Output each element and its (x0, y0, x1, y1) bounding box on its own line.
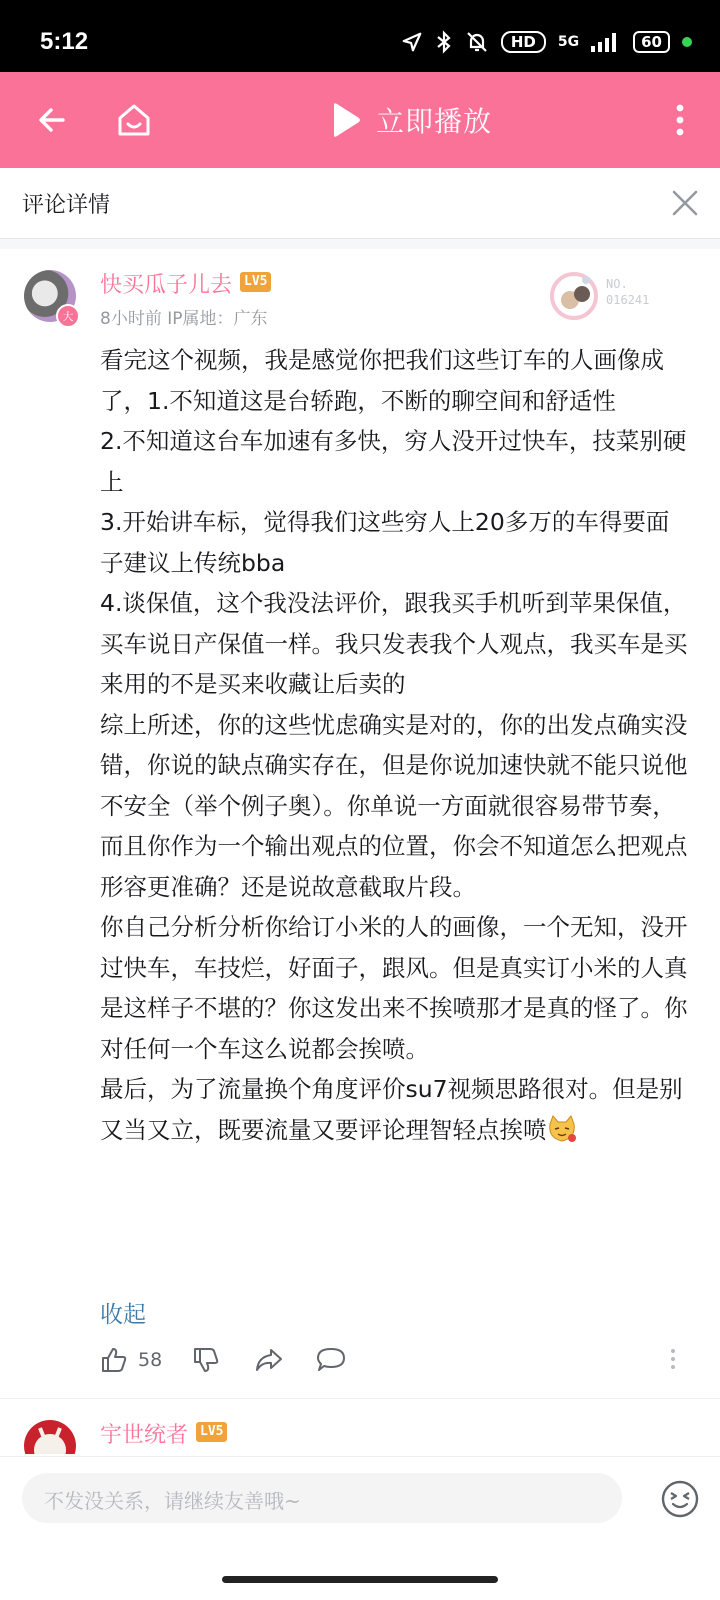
comment-more-button[interactable] (670, 1348, 676, 1374)
more-vertical-icon (670, 1348, 676, 1370)
comment-bubble-icon (316, 1346, 346, 1374)
comment-input-bar (0, 1456, 720, 1539)
comment-input[interactable] (22, 1473, 622, 1523)
status-time: 5:12 (40, 28, 89, 55)
comment-paragraph: 你自己分析分析你给订小米的人的画像，一个无知，没开过快车，车技烂，好面子，跟风。但是真实订小米的人真是这样子不堪的？你这发出来不挨喷那才是真的怪了。你对任何一个车这么说都会挨喷。 (100, 913, 688, 1063)
level-badge: LV5 (240, 272, 271, 292)
close-button[interactable] (664, 182, 706, 224)
level-badge: LV5 (196, 1422, 227, 1442)
fan-number-label: NO. (606, 277, 628, 291)
top-bar (0, 72, 720, 168)
network-label: 5G (557, 34, 580, 50)
comment-content (100, 340, 690, 1150)
play-now-button[interactable] (330, 96, 492, 144)
cat-emoji-icon (547, 1114, 577, 1144)
reply-button[interactable] (316, 1346, 346, 1374)
comment-input-placeholder: 不发没关系，请继续友善哦~ (44, 1489, 301, 1513)
privacy-dot (682, 37, 692, 47)
fan-number-value: 016241 (606, 293, 650, 307)
dislike-button[interactable] (192, 1346, 220, 1374)
share-icon (254, 1346, 284, 1374)
collapse-link[interactable]: 收起 (100, 1302, 146, 1328)
hd-badge: HD (501, 31, 546, 53)
divider (0, 239, 720, 249)
thumb-up-icon (100, 1346, 128, 1374)
comment-paragraph: 看完这个视频，我是感觉你把我们这些订车的人画像成了，1.不知道这是台轿跑，不断的聊空间和舒适性 (100, 346, 664, 415)
detail-title: 评论详情 (22, 193, 111, 218)
comment-paragraph: 4.谈保值，这个我没法评价，跟我买手机听到苹果保值，买车说日产保值一样。我只发表我个人观点，我买车是买来用的不是买来收藏让后卖的 (100, 589, 688, 698)
avatar-badge: 大 (56, 304, 80, 328)
comment-paragraph: 3.开始讲车标，觉得我们这些穷人上20多万的车得要面子建议上传统bba (100, 508, 670, 577)
comment-username[interactable]: 快买瓜子儿去 (100, 273, 233, 298)
status-bar (0, 0, 720, 72)
status-icons (401, 30, 692, 54)
close-icon (672, 190, 698, 216)
like-button[interactable] (100, 1346, 162, 1374)
more-vertical-icon (675, 103, 685, 137)
signal-icon (591, 32, 621, 52)
divider (0, 1398, 720, 1399)
reply-username[interactable]: 宇世统者 (100, 1423, 189, 1448)
play-now-label: 立即播放 (376, 105, 493, 138)
comment-paragraph-text: 最后，为了流量换个角度评价su7视频思路很对。但是别又当又立，既要流量又要评论理智轻点挨喷 (100, 1075, 683, 1144)
back-button[interactable] (26, 94, 78, 146)
battery-indicator: 60 (633, 31, 670, 53)
home-indicator[interactable] (222, 1576, 498, 1583)
comment-actions (100, 1346, 690, 1386)
mute-icon (465, 30, 489, 54)
play-icon (330, 102, 362, 138)
back-arrow-icon (36, 104, 68, 136)
fan-medal-icon (548, 270, 600, 322)
thumb-down-icon (192, 1346, 220, 1374)
fan-number (606, 276, 649, 308)
emoji-face-icon[interactable] (660, 1479, 700, 1519)
bluetooth-icon (435, 30, 453, 54)
comment-paragraph: 2.不知道这台车加速有多快，穷人没开过快车，技菜别硬上 (100, 427, 687, 496)
comment-paragraph: 综上所述，你的这些忧虑确实是对的，你的出发点确实没错，你说的缺点确实存在，但是你说加速快就不能只说他不安全（举个例子奥）。你单说一方面就很容易带节奏，而且你作为一个输出观点的位置，你会不知道怎么把观点形容更准确？还是说故意截取片段。 (100, 710, 688, 901)
comment-meta: 8小时前 IP属地：广东 (100, 309, 268, 329)
comment-detail-header (0, 168, 720, 239)
location-icon (401, 31, 423, 53)
avatar[interactable] (24, 1420, 76, 1454)
like-count: 58 (138, 1349, 163, 1371)
share-button[interactable] (254, 1346, 284, 1374)
comment-paragraph-last (100, 1069, 690, 1150)
home-icon (115, 101, 153, 139)
more-button[interactable] (660, 94, 700, 146)
home-button[interactable] (108, 94, 160, 146)
